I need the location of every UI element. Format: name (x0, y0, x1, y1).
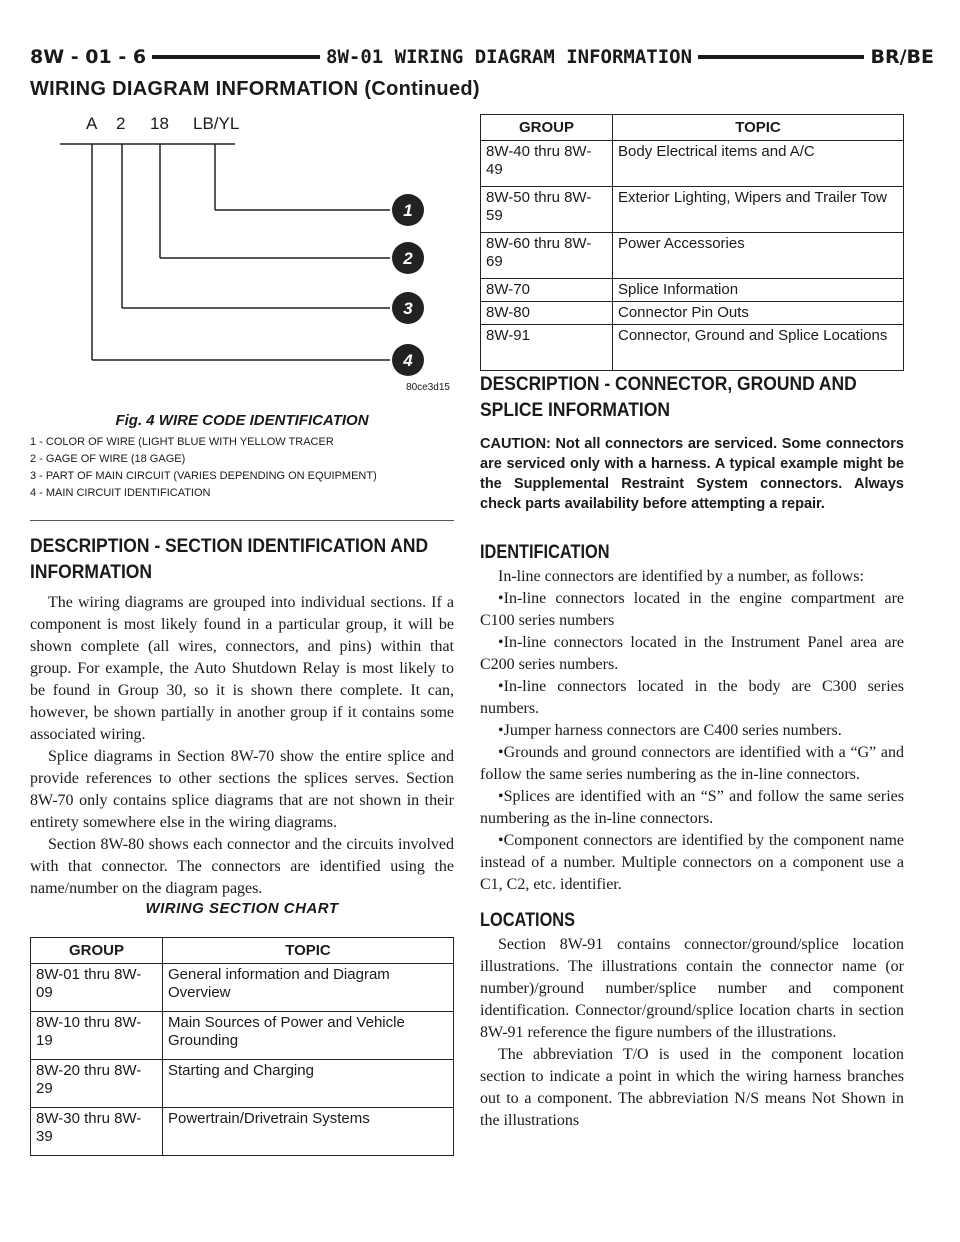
section-id-paragraph: The wiring diagrams are grouped into individual sections. If a component is most likely found in a particular group, it will be shown complete (all wires, connectors, and pins) within that group. For example, the Auto Shutdown Relay is most likely to be found in Group 30, so it is shown there complete. It can, however, be shown partially in another group if it contains some associated wiring. (30, 594, 454, 743)
table-row (481, 187, 904, 233)
group-cell: 8W-10 thru 8W-19 (31, 1012, 163, 1060)
table-header-row (481, 115, 904, 141)
table-row (481, 302, 904, 325)
group-cell: 8W-30 thru 8W-39 (31, 1108, 163, 1156)
bullet-glyph: • (498, 788, 504, 805)
bullet-item (480, 676, 904, 720)
locations-heading: LOCATIONS (480, 910, 576, 931)
bullet-item (480, 742, 904, 786)
topic-cell: Powertrain/Drivetrain Systems (163, 1108, 454, 1156)
bullet-item (480, 632, 904, 676)
page-header (30, 44, 934, 70)
group-header: GROUP (31, 938, 163, 964)
topic-cell: Main Sources of Power and Vehicle Grounding (163, 1012, 454, 1060)
bullet-glyph: • (498, 832, 504, 849)
figure-id: 80ce3d15 (406, 382, 450, 393)
bullet-glyph: • (498, 744, 504, 761)
left-column (30, 534, 454, 1156)
table-row (31, 1012, 454, 1060)
identification-intro: In-line connectors are identified by a number, as follows: (498, 568, 864, 585)
topic-cell: Power Accessories (613, 233, 904, 279)
group-cell: 8W-60 thru 8W-69 (481, 233, 613, 279)
wire-code-color: LB/YL (193, 114, 240, 133)
table-row (481, 279, 904, 302)
bullet-text: In-line connectors located in the engine compartment are C100 series numbers (480, 590, 904, 629)
connector-heading: DESCRIPTION - CONNECTOR, GROUND AND SPLICE INFORMATION (480, 374, 857, 421)
model-code: BR/BE (864, 44, 934, 70)
topic-cell: Body Electrical items and A/C (613, 141, 904, 187)
topic-cell: Exterior Lighting, Wipers and Trailer Tow (613, 187, 904, 233)
topic-cell: Starting and Charging (163, 1060, 454, 1108)
topic-cell: Splice Information (613, 279, 904, 302)
bullet-item (480, 786, 904, 830)
bullet-text: Grounds and ground connectors are identified with a “G” and follow the same series numbering as the in-line connectors. (480, 744, 904, 783)
bullet-item (480, 720, 904, 742)
table-row (481, 325, 904, 371)
section-id-paragraph: Section 8W-80 shows each connector and the circuits involved with that connector. The connectors are identified using the name/number on the diagram pages. (30, 836, 454, 897)
group-cell: 8W-20 thru 8W-29 (31, 1060, 163, 1108)
identification-heading: IDENTIFICATION (480, 542, 610, 563)
bullet-glyph: • (498, 590, 504, 607)
table-row (481, 141, 904, 187)
figure-legend (30, 436, 454, 504)
topic-cell: General information and Diagram Overview (163, 964, 454, 1012)
callout-3-label: 3 (403, 299, 413, 318)
figure-caption: Fig. 4 WIRE CODE IDENTIFICATION (115, 412, 369, 429)
table-row (31, 964, 454, 1012)
group-cell: 8W-80 (481, 302, 613, 325)
right-column (480, 372, 904, 1132)
bullet-text: In-line connectors located in the Instrument Panel area are C200 series numbers. (480, 634, 904, 673)
caution-note: CAUTION: Not all connectors are serviced. Some connectors are serviced only with a harness. A typical example might be the Supplemental Restraint System connectors. Always check parts availability before attempting a repair. (480, 436, 904, 512)
wire-code-figure (30, 110, 454, 522)
group-cell: 8W-91 (481, 325, 613, 371)
bullet-item (480, 588, 904, 632)
wire-code-part: 2 (116, 114, 126, 133)
wiring-chart-table-left (30, 937, 454, 1156)
wire-code-gage: 18 (150, 114, 169, 133)
bullet-item (480, 830, 904, 896)
group-header: GROUP (481, 115, 613, 141)
callout-1-label: 1 (403, 201, 413, 220)
table-header-row (31, 938, 454, 964)
bullet-text: Jumper harness connectors are C400 series numbers. (503, 722, 842, 739)
section-id-paragraph: Splice diagrams in Section 8W-70 show the entire splice and provide references to other sections the splices serves. Section 8W-70 only contains splice diagrams that are not shown in their entirety somewhere else in the wiring diagrams. (30, 748, 454, 831)
section-id-heading: DESCRIPTION - SECTION IDENTIFICATION AND INFORMATION (30, 536, 429, 583)
group-cell: 8W-40 thru 8W-49 (481, 141, 613, 187)
topic-cell: Connector Pin Outs (613, 302, 904, 325)
section-code: 8W - 01 - 6 (30, 44, 152, 70)
bullet-glyph: • (498, 722, 504, 739)
locations-paragraph: The abbreviation T/O is used in the component location section to indicate a point in which the wiring harness branches out to a component. The abbreviation N/S means Not Shown in the illustrations (480, 1046, 904, 1129)
group-cell: 8W-70 (481, 279, 613, 302)
legend-item: 1 - COLOR OF WIRE (LIGHT BLUE WITH YELLOW TRACER (30, 436, 334, 448)
section-title: 8W-01 WIRING DIAGRAM INFORMATION (320, 44, 698, 70)
legend-item: 3 - PART OF MAIN CIRCUIT (VARIES DEPENDING ON EQUIPMENT) (30, 470, 377, 482)
bullet-text: In-line connectors located in the body are C300 series numbers. (480, 678, 904, 717)
wiring-chart-title: WIRING SECTION CHART (145, 900, 339, 917)
group-cell: 8W-50 thru 8W-59 (481, 187, 613, 233)
table-row (31, 1108, 454, 1156)
bullet-text: Component connectors are identified by the component name instead of a number. Multiple connectors on a component use a C1, C2, etc. identifier. (480, 832, 904, 893)
figure-divider (30, 520, 454, 521)
table-row (31, 1060, 454, 1108)
bullet-glyph: • (498, 634, 504, 651)
continued-title: WIRING DIAGRAM INFORMATION (Continued) (30, 78, 480, 100)
topic-cell: Connector, Ground and Splice Locations (613, 325, 904, 371)
callout-2-label: 2 (403, 249, 413, 268)
callout-4-label: 4 (403, 351, 413, 370)
bullet-glyph: • (498, 678, 504, 695)
group-cell: 8W-01 thru 8W-09 (31, 964, 163, 1012)
topic-header: TOPIC (163, 938, 454, 964)
legend-item: 2 - GAGE OF WIRE (18 GAGE) (30, 453, 186, 465)
wire-code-diagram (30, 110, 454, 410)
wire-code-circuit: A (86, 114, 98, 133)
bullet-text: Splices are identified with an “S” and follow the same series numbering as the in-line connectors. (480, 788, 904, 827)
topic-header: TOPIC (613, 115, 904, 141)
wiring-chart-table-right (480, 114, 904, 371)
locations-paragraph: Section 8W-91 contains connector/ground/splice location illustrations. The illustrations contain the connector name (or number)/ground number/splice number and component identification. Connector/ground/splice location charts in section 8W-91 reference the figure numbers of the illustrations. (480, 936, 904, 1041)
right-table-wrap (480, 114, 904, 371)
table-row (481, 233, 904, 279)
legend-item: 4 - MAIN CIRCUIT IDENTIFICATION (30, 487, 211, 499)
